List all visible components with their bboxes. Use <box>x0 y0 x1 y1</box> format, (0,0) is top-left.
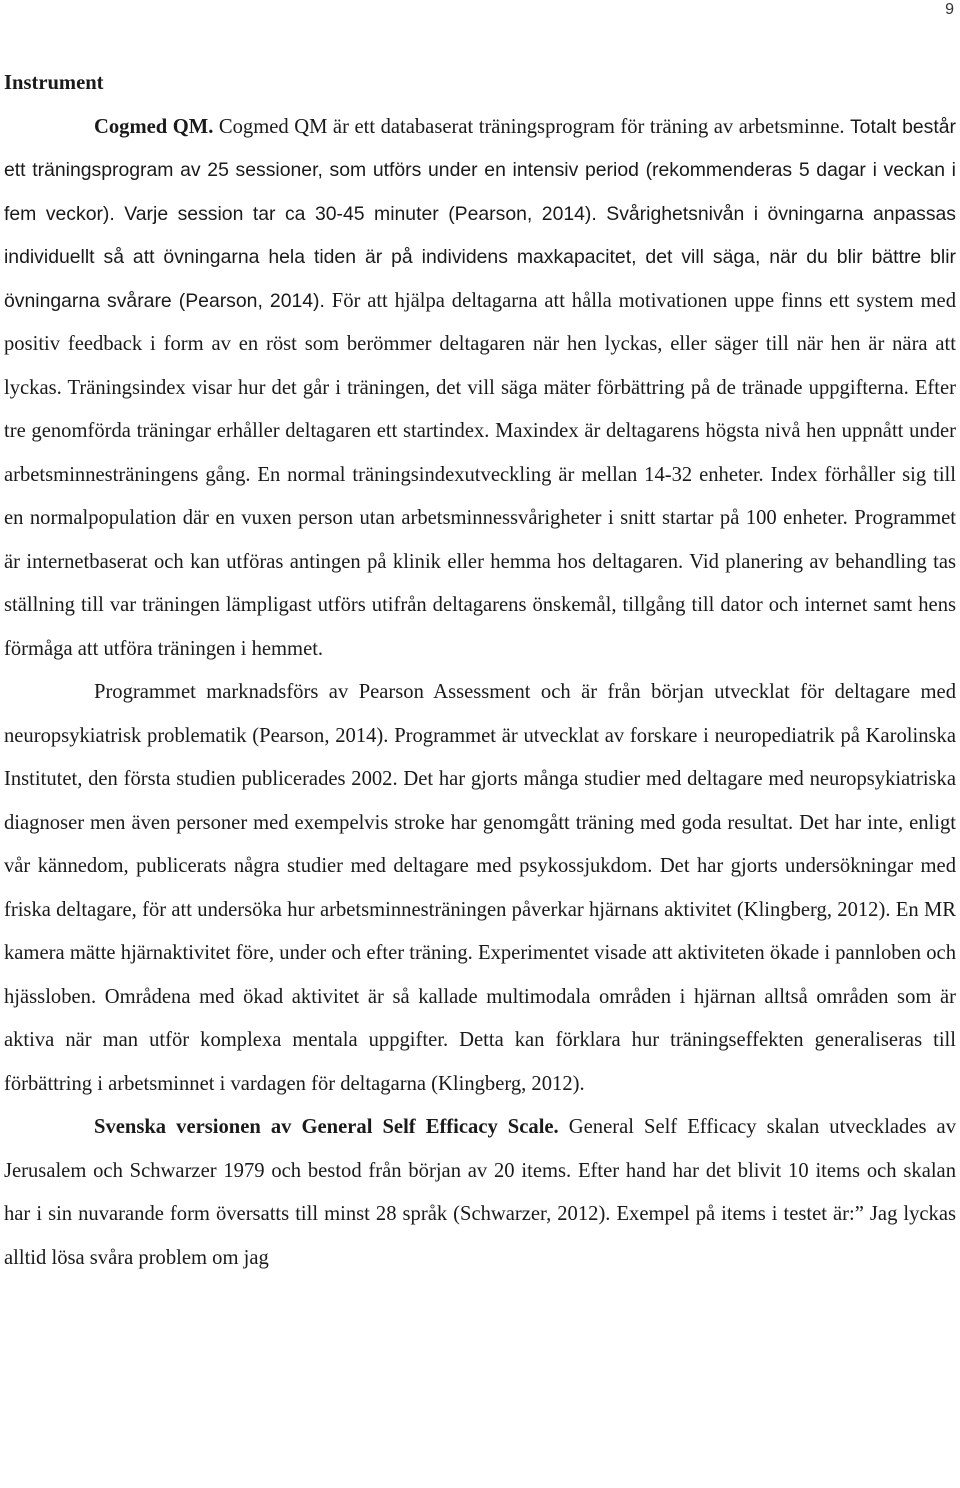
paragraph-text: Programmet marknadsförs av Pearson Assessment och är från början utvecklat för deltagare med neuropsykiatrisk problematik (Pearson, 2014). Programmet är utvecklat av forskare i neuropediatrik på Karolinska Institutet, den första studien publicerades 2002. Det har gjorts många studier med deltagare med neuropsykiatriska diagnoser men även personer med exempelvis stroke har genomgått träning med goda resultat. Det har inte, enligt vår kännedom, publicerats några studier med deltagare med psykossjukdom. Det har gjorts undersökningar med friska deltagare, för att undersöka hur arbetsminnesträningen påverkar hjärnans aktivitet (Klingberg, 2012). En MR kamera mätte hjärnaktivitet före, under och efter träning. Experimentet visade att aktiviteten ökade i pannloben och hjässloben. Områdena med ökad aktivitet är så kallade multimodala områden i hjärnan alltså områden som är aktiva när man utför komplexa mentala uppgifter. Detta kan förklara hur träningseffekten generaliseras till förbättring i arbetsminnet i vardagen för deltagarna (Klingberg, 2012). <box>4 681 956 1095</box>
paragraph-text: Totalt består ett träningsprogram av 25 sessioner, som utförs under en intensiv period (rekommenderas 5 dagar i veckan i fem veckor). Varje session tar ca 30-45 minuter (Pearson, 2014). Svårighetsnivån i övningarna anpassas individuellt så att övningarna hela tiden är på individens maxkapacitet, det vill säga, när du blir bättre blir övningarna svårare (Pearson, 2014). <box>4 115 956 312</box>
section-heading: Instrument <box>4 72 104 94</box>
paragraph-text: För att hjälpa deltagarna att hålla motivationen uppe finns ett system med positiv feedback i form av en röst som berömmer deltagaren när hen lyckas, eller säger till när hen är nära att lyckas. Träningsindex visar hur det går i träningen, det vill säga mäter förbättring på de tränade uppgifterna. Efter tre genomförda träningar erhåller deltagaren ett startindex. Maxindex är deltagarens högsta nivå hen uppnått under arbetsminnesträningens gång. En normal träningsindexutveckling är mellan 14-32 enheter. Index förhåller sig till en normalpopulation där en vuxen person utan arbetsminnessvårigheter i snitt startar på 100 enheter. Programmet är internetbaserat och kan utföras antingen på klinik eller hemma hos deltagaren. Vid planering av behandling tas ställning till var träningen lämpligast utförs utifrån deltagarens önskemål, tillgång till dator och internet samt hens förmåga att utföra träningen i hemmet. <box>4 289 956 660</box>
paragraph-cogmed <box>4 106 956 672</box>
paragraph-gses <box>4 1106 956 1280</box>
document-body <box>4 62 956 1280</box>
paragraph-text: Cogmed QM är ett databaserat träningsprogram för träning av arbetsminne. <box>213 115 845 138</box>
page-number: 9 <box>945 1 954 18</box>
run-in-heading-cogmed: Cogmed QM. <box>94 115 214 138</box>
paragraph-text: General Self Efficacy skalan utvecklades av Jerusalem och Schwarzer 1979 och bestod från början av 20 items. Efter hand har det blivit 10 items och skalan har i sin nuvarande form översatts till minst 28 språk (Schwarzer, 2012). Exempel på items i testet är:” Jag lyckas alltid lösa svåra problem om jag <box>4 1116 956 1269</box>
run-in-heading-gses: Svenska versionen av General Self Efficacy Scale. <box>94 1116 559 1138</box>
paragraph-pearson <box>4 671 956 1106</box>
